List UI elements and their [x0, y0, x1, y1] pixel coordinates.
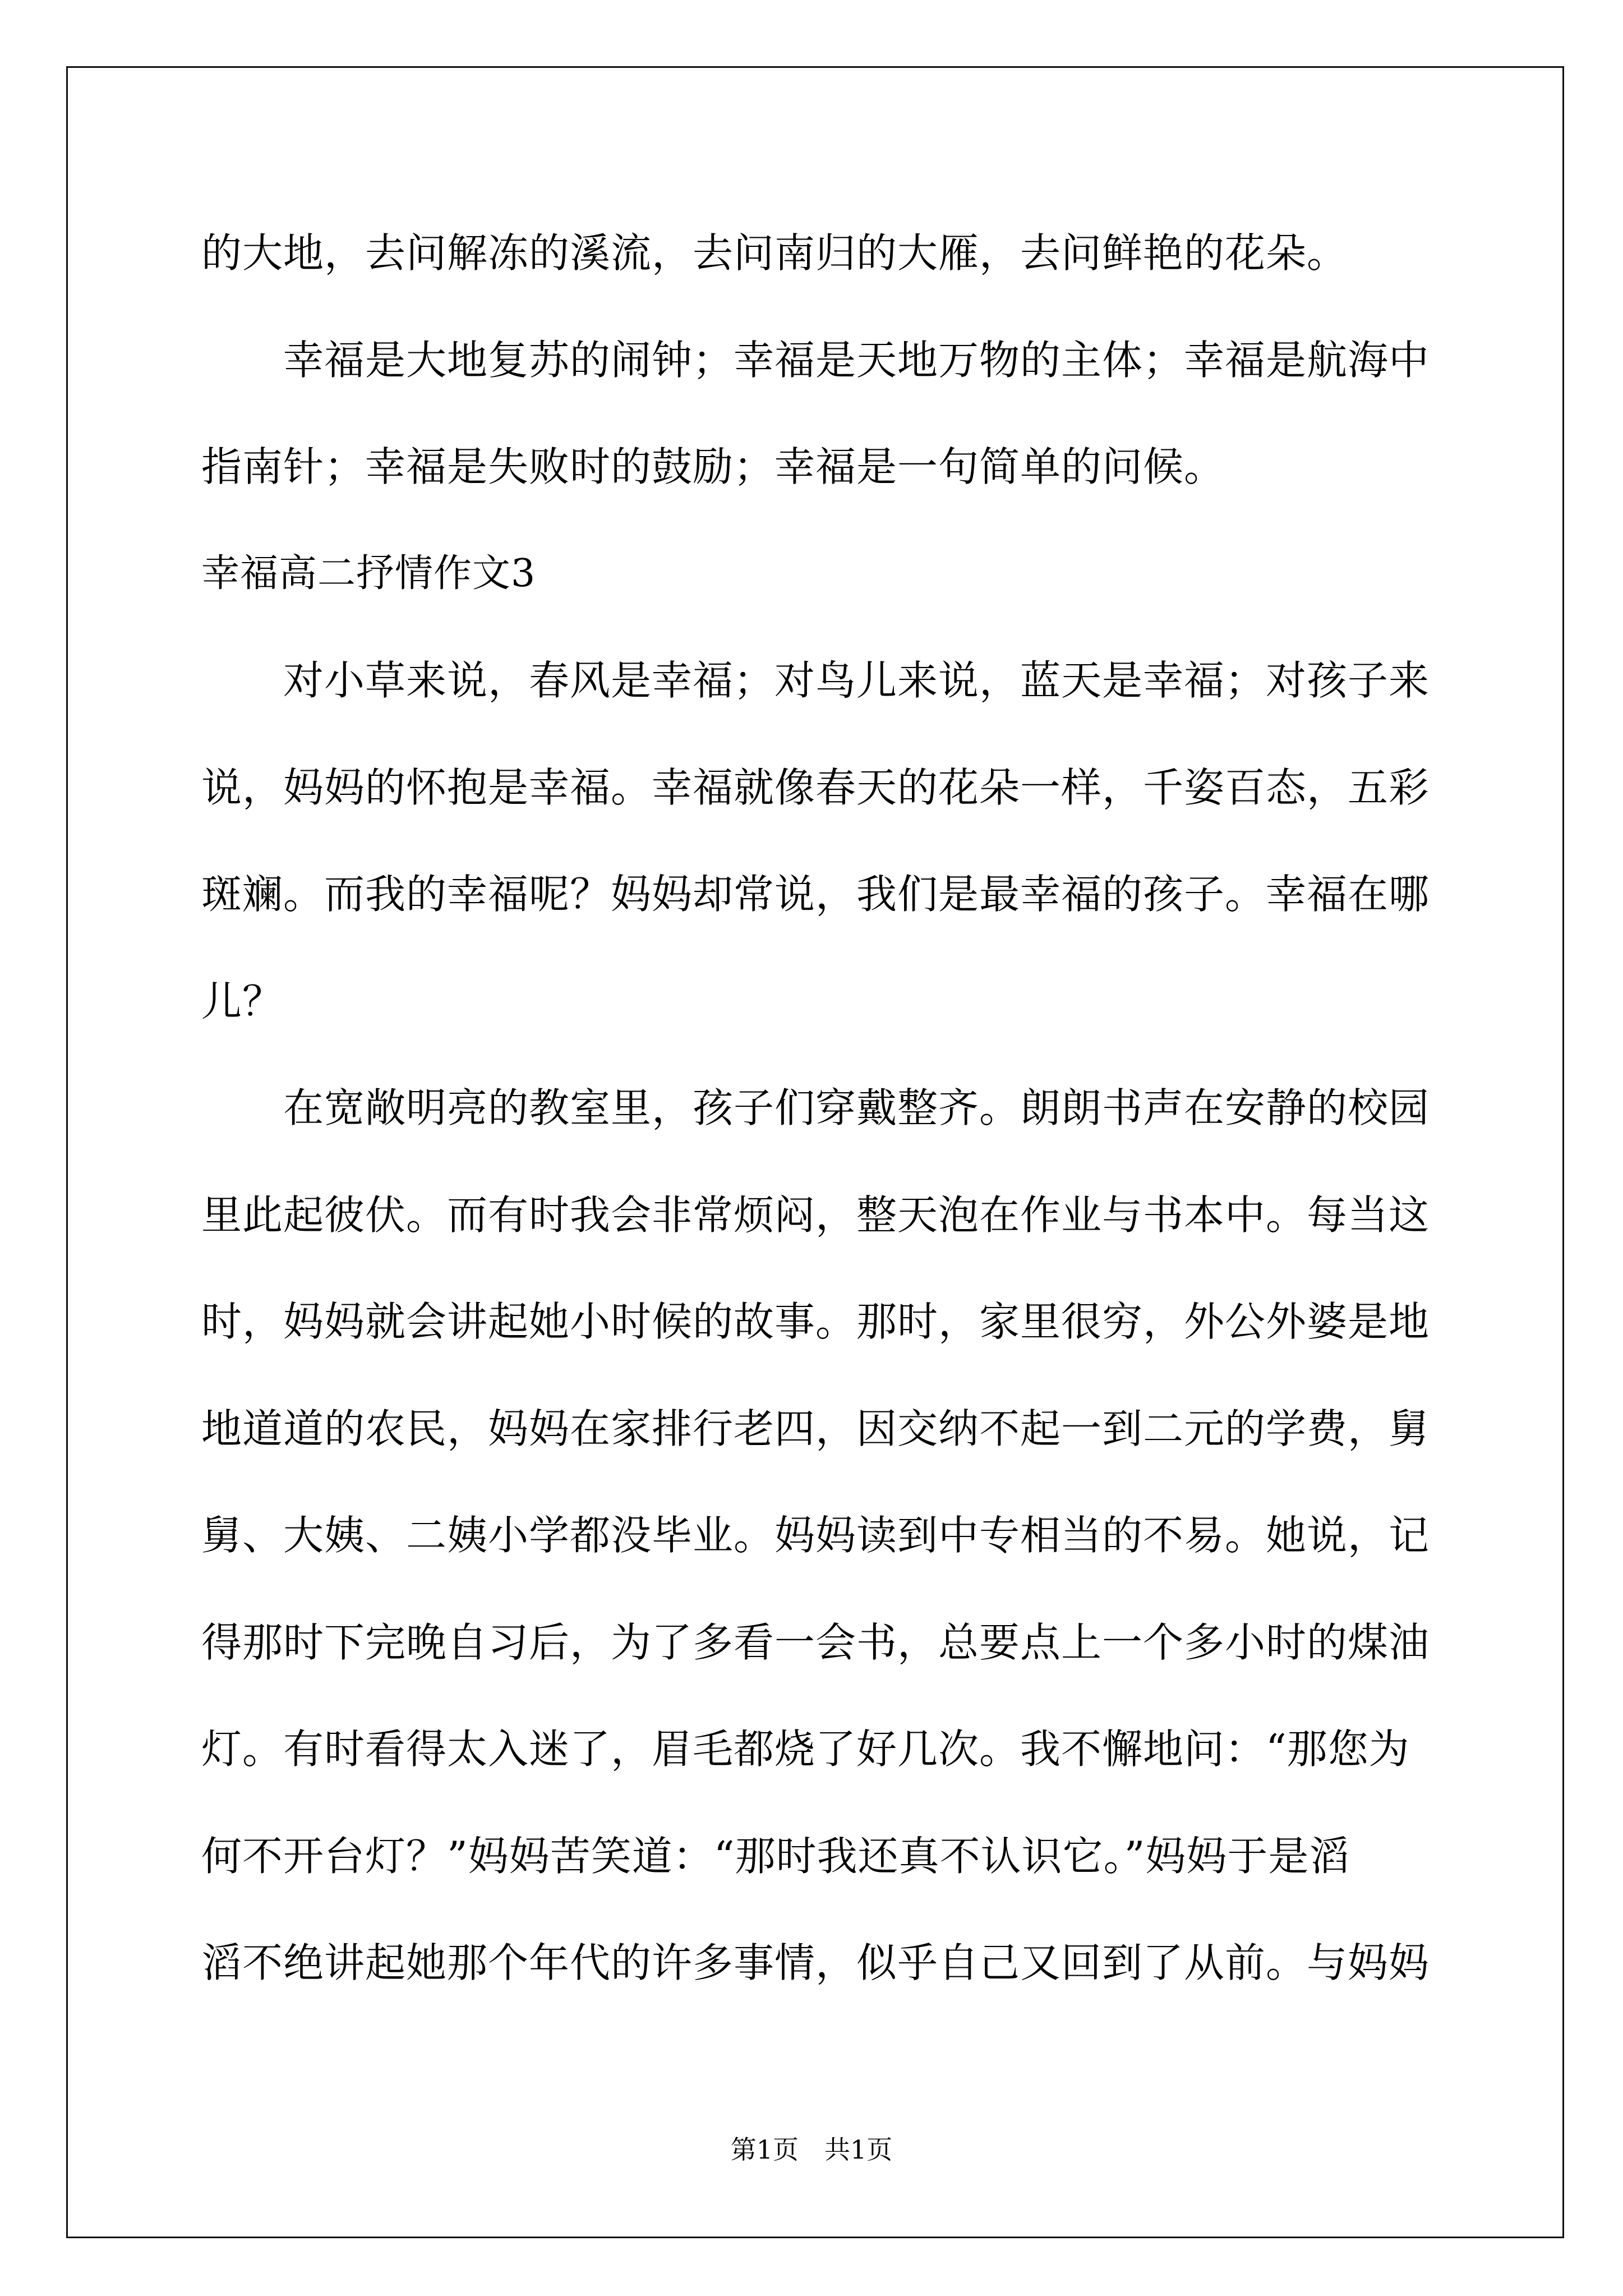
paragraph [201, 627, 1435, 1055]
text-line: 儿？ [201, 977, 284, 1025]
text-line: 指南针；幸福是失败时的鼓励；幸福是一句简单的问候。 [201, 443, 1225, 490]
text-line: 幸福是大地复苏的闹钟；幸福是天地万物的主体；幸福是航海中 [283, 336, 1430, 384]
text-line: 得那时下完晚自习后，为了多看一会书，总要点上一个多小时的煤油 [201, 1618, 1430, 1666]
text-line: 斑斓。而我的幸福呢？妈妈却常说，我们是最幸福的孩子。幸福在哪 [201, 871, 1430, 918]
text-line: 滔不绝讲起她那个年代的许多事情，似乎自己又回到了从前。与妈妈 [201, 1939, 1430, 1986]
text-line: 在宽敞明亮的教室里，孩子们穿戴整齐。朗朗书声在安静的校园 [283, 1084, 1430, 1131]
text-line: 对小草来说，春风是幸福；对鸟儿来说，蓝天是幸福；对孩子来 [283, 657, 1430, 704]
text-line: 时，妈妈就会讲起她小时候的故事。那时，家里很穷，外公外婆是地 [201, 1298, 1430, 1345]
page-footer [0, 2133, 1623, 2166]
text-line: 何不开台灯？”妈妈苦笑道：“那时我还真不认识它。”妈妈于是滔 [201, 1832, 1350, 1880]
text-line: 的大地，去问解冻的溪流，去问南归的大雁，去问鲜艳的花朵。 [201, 229, 1348, 277]
page-number-current: 第1页 [730, 2134, 799, 2165]
section-heading: 幸福高二抒情作文3 [201, 551, 536, 596]
text-line: 舅、大姨、二姨小学都没毕业。妈妈读到中专相当的不易。她说，记 [201, 1512, 1430, 1559]
text-line: 灯。有时看得太入迷了，眉毛都烧了好几次。我不懈地问：“那您为 [201, 1726, 1410, 1773]
text-line: 地道道的农民，妈妈在家排行老四，因交纳不起一到二元的学费，舅 [201, 1405, 1430, 1452]
paragraph [201, 307, 1435, 521]
text-line: 说，妈妈的怀抱是幸福。幸福就像春天的花朵一样，千姿百态，五彩 [201, 763, 1430, 811]
paragraph [201, 200, 1435, 307]
document-body [201, 200, 1435, 2017]
text-line: 里此起彼伏。而有时我会非常烦闷，整天泡在作业与书本中。每当这 [201, 1191, 1430, 1239]
page-count-total: 共1页 [824, 2134, 893, 2165]
paragraph [201, 1055, 1435, 2017]
